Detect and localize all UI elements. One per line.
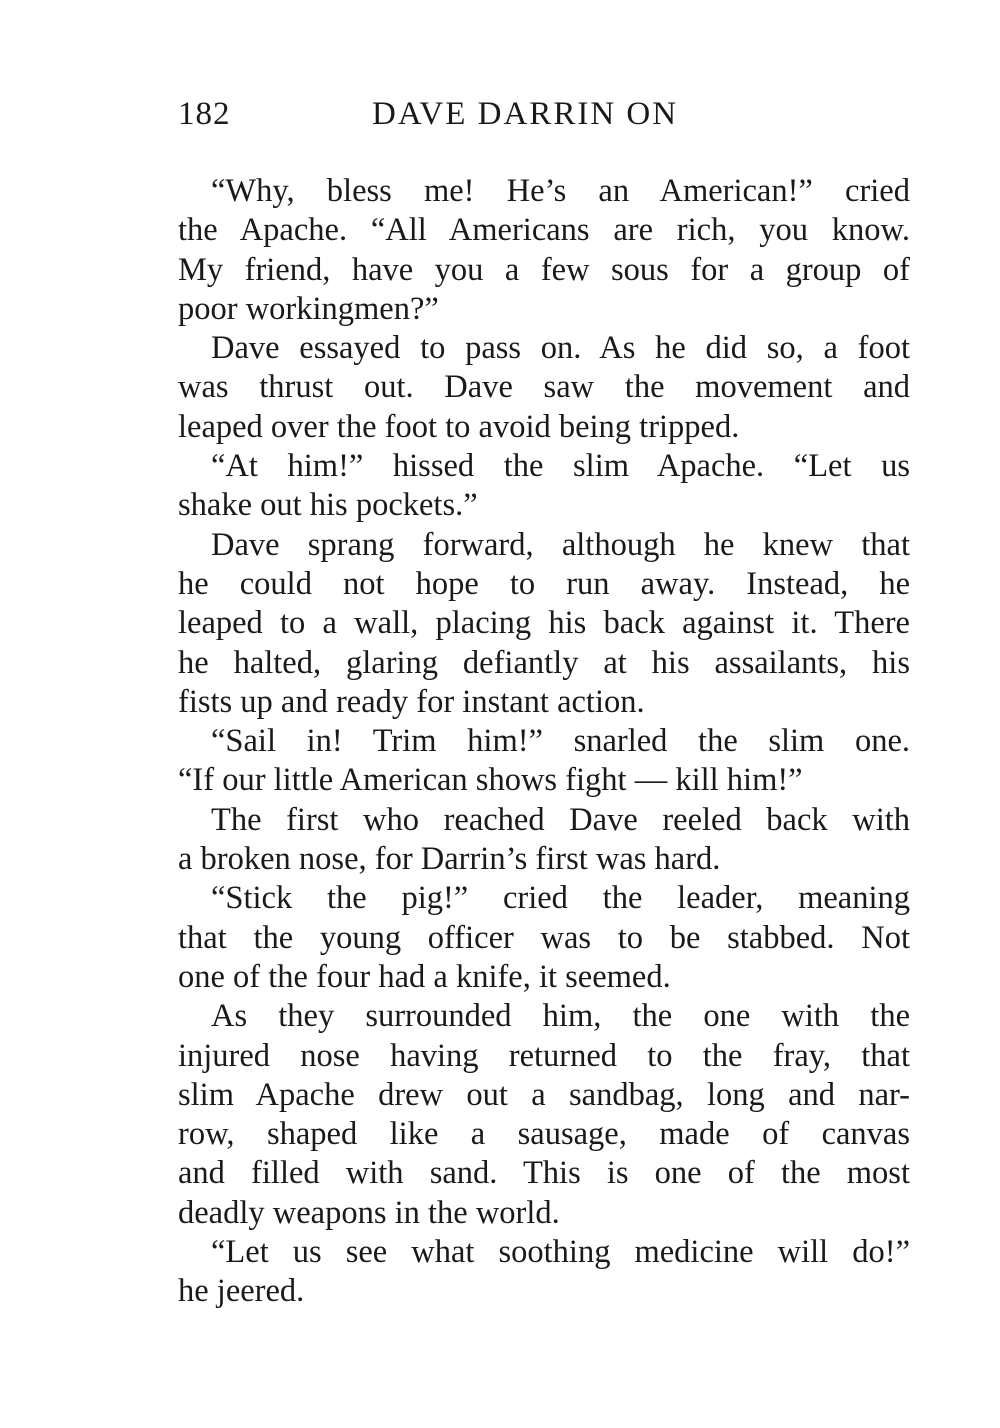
text-line: My friend, have you a few sous for a group of bbox=[178, 251, 910, 288]
text-line: As they surrounded him, the one with the bbox=[211, 998, 910, 1035]
text-line: was thrust out. Dave saw the movement and bbox=[178, 369, 910, 406]
text-line: The first who reached Dave reeled back with bbox=[211, 801, 910, 838]
text-line: injured nose having returned to the fray, that bbox=[178, 1037, 910, 1074]
text-line: “Sail in! Trim him!” snarled the slim one. bbox=[211, 723, 910, 760]
text-line: slim Apache drew out a sandbag, long and nar- bbox=[178, 1076, 910, 1113]
page-number: 182 bbox=[178, 96, 231, 132]
running-head bbox=[178, 96, 910, 140]
text-line: one of the four had a knife, it seemed. bbox=[178, 958, 671, 995]
text-line: Dave sprang forward, although he knew that bbox=[211, 526, 910, 563]
text-line: deadly weapons in the world. bbox=[178, 1194, 560, 1231]
text-line: he jeered. bbox=[178, 1273, 305, 1310]
text-line: Dave essayed to pass on. As he did so, a foot bbox=[211, 330, 910, 367]
body-text bbox=[178, 172, 910, 1312]
text-line: “Stick the pig!” cried the leader, meaning bbox=[211, 880, 910, 917]
text-line: “At him!” hissed the slim Apache. “Let us bbox=[211, 448, 910, 485]
text-line: “If our little American shows fight — kill him!” bbox=[178, 762, 803, 799]
text-line: poor workingmen?” bbox=[178, 290, 439, 327]
text-line: that the young officer was to be stabbed. Not bbox=[178, 919, 910, 956]
text-line: a broken nose, for Darrin’s first was hard. bbox=[178, 841, 721, 878]
running-title: DAVE DARRIN ON bbox=[372, 96, 679, 132]
text-line: fists up and ready for instant action. bbox=[178, 683, 645, 720]
text-line: “Why, bless me! He’s an American!” cried bbox=[211, 173, 910, 209]
text-line: he halted, glaring defiantly at his assailants, his bbox=[178, 644, 910, 681]
text-line: leaped over the foot to avoid being tripped. bbox=[178, 408, 740, 445]
text-line: row, shaped like a sausage, made of canvas bbox=[178, 1116, 910, 1153]
text-line: the Apache. “All Americans are rich, you know. bbox=[178, 212, 910, 249]
text-line: “Let us see what soothing medicine will do!” bbox=[211, 1234, 910, 1271]
text-line: and filled with sand. This is one of the most bbox=[178, 1155, 910, 1192]
text-line: leaped to a wall, placing his back against it. There bbox=[178, 605, 910, 642]
text-line: he could not hope to run away. Instead, he bbox=[178, 565, 910, 602]
text-line: shake out his pockets.” bbox=[178, 487, 478, 524]
